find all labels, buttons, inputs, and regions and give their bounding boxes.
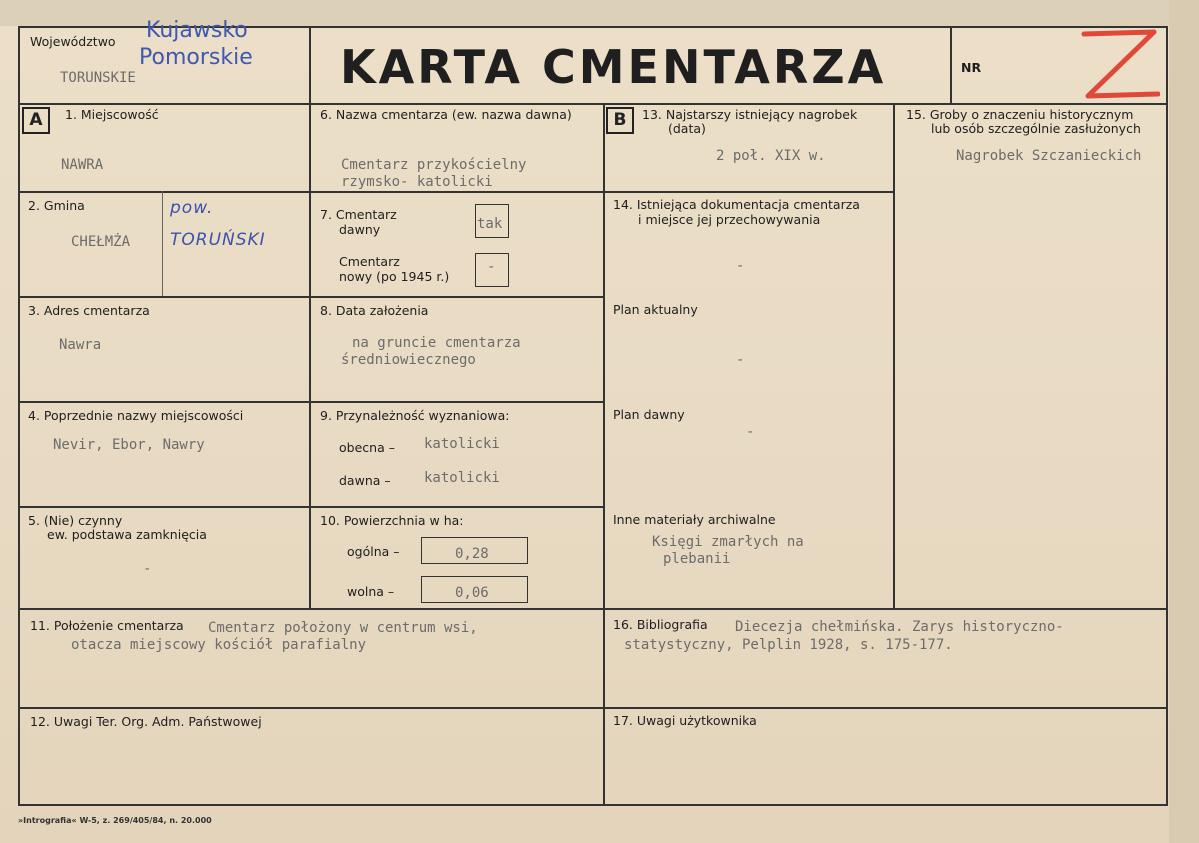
grid-line (18, 707, 1168, 709)
nr-label: NR (961, 60, 982, 75)
inne-materialy-value-line2: plebanii (663, 551, 731, 567)
field-13-label-line1: 13. Najstarszy istniejący nagrobek (642, 107, 858, 122)
field-2-handwritten-torunski: TORUŃSKI (170, 230, 266, 250)
field-10-wolna-value: 0,06 (455, 585, 489, 601)
page-title: KARTA CMENTARZA (340, 40, 887, 94)
plan-aktualny-label: Plan aktualny (613, 302, 698, 317)
field-10-wolna-label: wolna – (347, 584, 395, 599)
field-11-label: 11. Położenie cmentarza (30, 618, 184, 633)
wojewodztwo-stamp-line1: Kujawsko (146, 18, 248, 43)
grid-line (603, 191, 893, 193)
field-8-value-line2: średniowiecznego (341, 352, 476, 368)
field-2-value: CHEŁMŻA (71, 234, 131, 250)
field-9-dawna-value: katolicki (424, 470, 500, 486)
plan-dawny-value: - (746, 424, 755, 440)
inne-materialy-label: Inne materiały archiwalne (613, 512, 776, 527)
field-2-label: 2. Gmina (28, 198, 85, 213)
field-7-nowy-value: - (487, 259, 496, 275)
field-16-value-line1: Diecezja chełmińska. Zarys historyczno- (735, 619, 1064, 635)
field-13-label-line2: (data) (668, 121, 706, 136)
field-10-label: 10. Powierzchnia w ha: (320, 513, 464, 528)
grid-line (309, 191, 603, 193)
field-3-value: Nawra (59, 337, 102, 353)
wojewodztwo-typed: TORUNSKIE (60, 70, 136, 86)
grid-line (603, 103, 605, 806)
field-7-label-line4: nowy (po 1945 r.) (339, 269, 450, 284)
field-5-label-line2: ew. podstawa zamknięcia (47, 527, 207, 542)
field-6-value-line2: rzymsko- katolicki (341, 174, 493, 190)
field-1-value: NAWRA (61, 157, 104, 173)
field-7-label-line2: dawny (339, 222, 381, 237)
grid-line (309, 26, 311, 608)
plan-aktualny-value: - (736, 352, 745, 368)
field-15-label-line2: lub osób szczególnie zasłużonych (931, 121, 1141, 136)
section-b-badge: B (606, 107, 634, 134)
grid-line (18, 608, 1168, 610)
grid-line (18, 191, 309, 193)
right-paper-edge (1169, 0, 1199, 843)
inne-materialy-value-line1: Księgi zmarłych na (652, 534, 804, 550)
field-9-obecna-label: obecna – (339, 440, 395, 455)
field-5-label-line1: 5. (Nie) czynny (28, 513, 123, 528)
field-10-ogolna-value: 0,28 (455, 546, 489, 562)
field-7-dawny-value: tak (477, 216, 503, 232)
field-6-value-line1: Cmentarz przykościelny (341, 157, 527, 173)
nr-value (1000, 60, 1001, 61)
field-1-label: 1. Miejscowość (65, 107, 159, 122)
field-3-label: 3. Adres cmentarza (28, 303, 150, 318)
field-15-value: Nagrobek Szczanieckich (956, 148, 1142, 164)
field-16-label: 16. Bibliografia (613, 617, 708, 632)
grid-line (162, 191, 163, 296)
field-8-label: 8. Data założenia (320, 303, 429, 318)
field-13-value: 2 poł. XIX w. (716, 148, 826, 164)
plan-dawny-label: Plan dawny (613, 407, 685, 422)
header-bottom-line (18, 103, 1168, 105)
field-7-label-line1: 7. Cmentarz (320, 207, 397, 222)
field-9-obecna-value: katolicki (424, 436, 500, 452)
field-6-label: 6. Nazwa cmentarza (ew. nazwa dawna) (320, 107, 572, 122)
field-7-label-line3: Cmentarz (339, 254, 400, 269)
field-11-value-line1: Cmentarz położony w centrum wsi, (208, 620, 478, 636)
wojewodztwo-stamp-line2: Pomorskie (139, 45, 253, 70)
field-10-ogolna-label: ogólna – (347, 544, 400, 559)
field-14-value: - (736, 258, 745, 274)
grid-line (893, 103, 895, 608)
field-14-label-line2: i miejsce jej przechowywania (638, 212, 821, 227)
field-12-label: 12. Uwagi Ter. Org. Adm. Państwowej (30, 714, 262, 729)
field-16-value-line2: statystyczny, Pelplin 1928, s. 175-177. (624, 637, 953, 653)
field-15-label-line1: 15. Groby o znaczeniu historycznym (906, 107, 1134, 122)
field-2-handwritten-pow: pow. (170, 198, 214, 218)
field-14-label-line1: 14. Istniejąca dokumentacja cmentarza (613, 197, 860, 212)
field-8-value-line1: na gruncie cmentarza (352, 335, 521, 351)
field-9-dawna-label: dawna – (339, 473, 391, 488)
grid-line (950, 26, 952, 104)
section-a-badge: A (22, 107, 50, 134)
field-17-label: 17. Uwagi użytkownika (613, 713, 757, 728)
field-4-label: 4. Poprzednie nazwy miejscowości (28, 408, 244, 423)
field-9-label: 9. Przynależność wyznaniowa: (320, 408, 510, 423)
nr-value-mark (1078, 28, 1160, 102)
wojewodztwo-label: Województwo (30, 34, 116, 49)
print-footer: »Intrografia« W-5, z. 269/405/84, n. 20.000 (18, 816, 212, 825)
field-5-value: - (143, 561, 152, 577)
field-11-value-line2: otacza miejscowy kościół parafialny (71, 637, 367, 653)
field-4-value: Nevir, Ebor, Nawry (53, 437, 205, 453)
